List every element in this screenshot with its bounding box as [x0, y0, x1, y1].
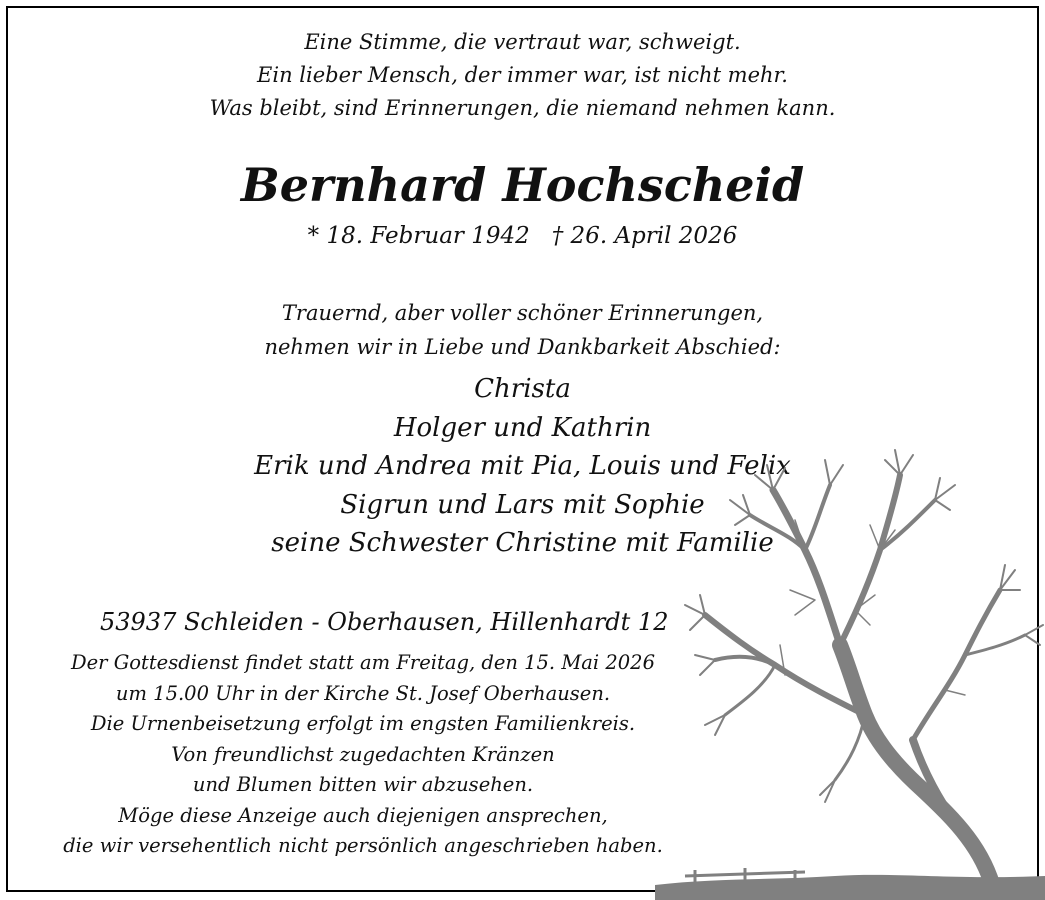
deceased-name: Bernhard Hochscheid	[240, 158, 805, 212]
verse	[0, 26, 1045, 125]
info-line: Der Gottesdienst findet statt am Freitag, den 15. Mai 2026	[71, 651, 655, 674]
info-line: und Blumen bitten wir abzusehen.	[192, 773, 534, 796]
mourner: Erik und Andrea mit Pia, Louis und Felix	[254, 451, 791, 481]
verse-line: Eine Stimme, die vertraut war, schweigt.	[304, 30, 741, 54]
intro-line: nehmen wir in Liebe und Dankbarkeit Abschied:	[264, 335, 781, 359]
death-date: † 26. April 2026	[551, 223, 738, 249]
info-line: Die Urnenbeisetzung erfolgt im engsten Familienkreis.	[90, 712, 636, 735]
life-dates	[0, 220, 1045, 252]
mourner: Holger und Kathrin	[393, 412, 652, 443]
mourner: seine Schwester Christine mit Familie	[271, 528, 774, 558]
birth-date: * 18. Februar 1942	[307, 223, 530, 249]
tree-trunk	[840, 645, 995, 895]
info-line: die wir versehentlich nicht persönlich angeschrieben haben.	[63, 834, 663, 857]
tree-branches	[685, 450, 1043, 895]
info-line: Möge diese Anzeige auch diejenigen ansprechen,	[118, 803, 608, 827]
verse-line: Was bleibt, sind Erinnerungen, die niemand nehmen kann.	[209, 96, 836, 120]
address: 53937 Schleiden - Oberhausen, Hillenhardt 12	[100, 608, 669, 636]
mourner: Sigrun und Lars mit Sophie	[340, 489, 705, 520]
verse-line: Ein lieber Mensch, der immer war, ist nicht mehr.	[257, 63, 788, 87]
bare-tree-illustration	[655, 440, 1045, 900]
service-info	[60, 648, 666, 862]
info-line: um 15.00 Uhr in der Kirche St. Josef Oberhausen.	[115, 681, 611, 705]
intro-line: Trauernd, aber voller schöner Erinnerungen,	[281, 301, 764, 325]
info-line: Von freundlichst zugedachten Kränzen	[171, 742, 555, 766]
intro-text	[0, 296, 1045, 364]
ground	[655, 875, 1045, 900]
mourner: Christa	[474, 374, 571, 404]
